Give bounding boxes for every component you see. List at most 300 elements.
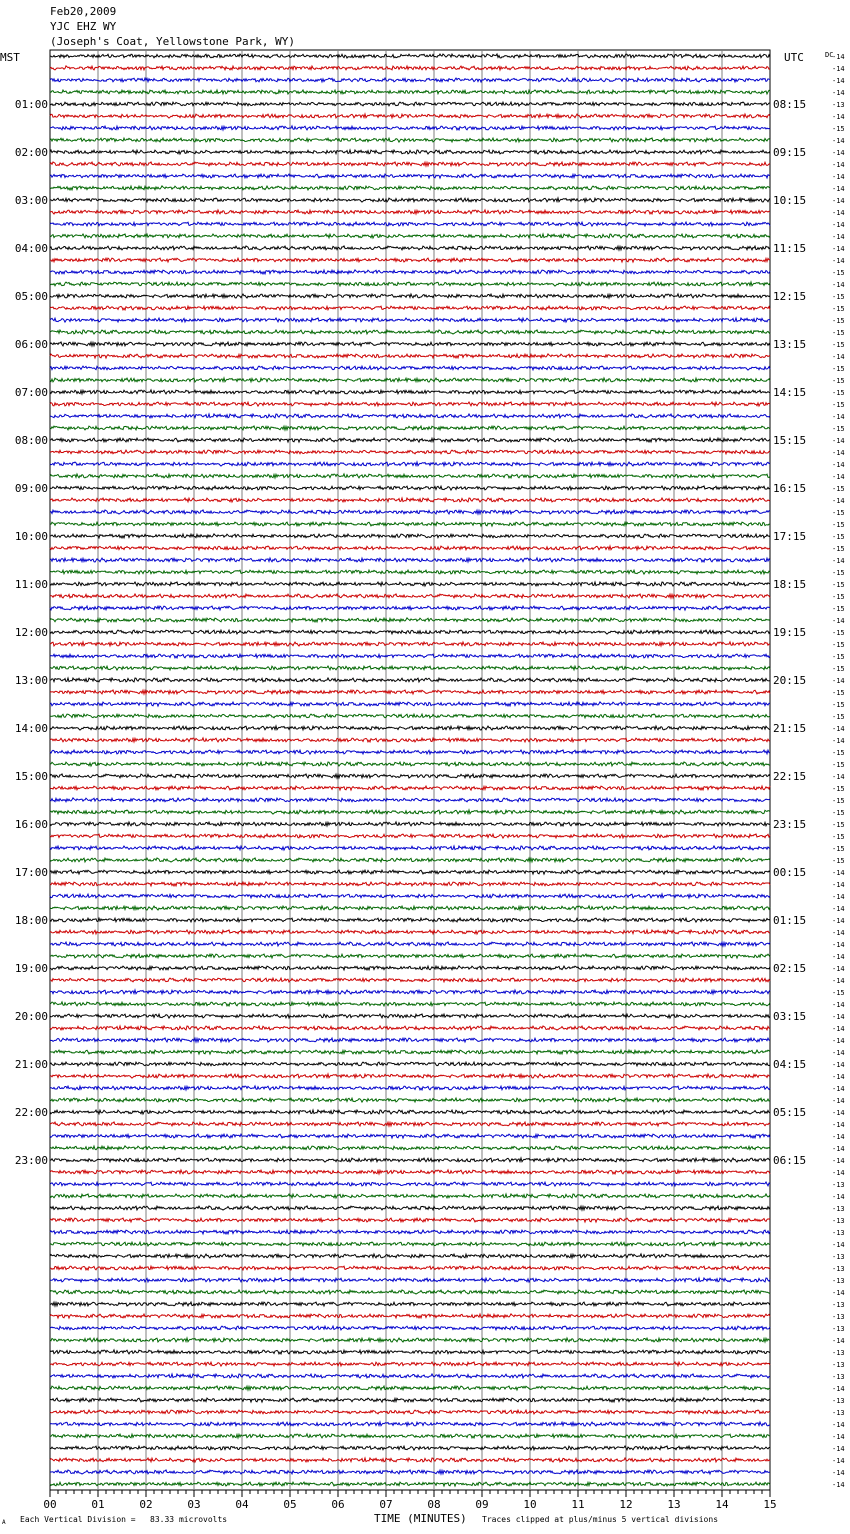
left-hour-label: 06:00	[14, 338, 48, 351]
dc-offset-label: -14	[832, 113, 845, 121]
trace-line	[50, 1398, 770, 1402]
dc-offset-label: -14	[832, 137, 845, 145]
dc-offset-label: -14	[832, 1049, 845, 1057]
right-hour-label: 19:15	[773, 626, 807, 639]
x-tick-label: 15	[763, 1498, 777, 1511]
x-axis-title: TIME (MINUTES)	[374, 1512, 467, 1525]
trace-line	[50, 54, 770, 58]
trace-line	[50, 1374, 770, 1378]
trace-line	[50, 1182, 770, 1186]
dc-offset-label: -14	[832, 929, 845, 937]
dc-offset-label: -14	[832, 1133, 845, 1141]
trace-line	[50, 702, 770, 706]
trace-line	[50, 102, 770, 106]
dc-offset-label: -15	[832, 425, 845, 433]
dc-offset-label: -13	[832, 101, 845, 109]
dc-offset-label: -13	[832, 1373, 845, 1381]
right-hour-label: 18:15	[773, 578, 807, 591]
right-hour-label: 22:15	[773, 770, 807, 783]
scale-note: Each Vertical Division = 83.33 microvolts	[20, 1515, 228, 1524]
dc-offset-label: -14	[832, 1445, 845, 1453]
left-hour-label: 17:00	[14, 866, 48, 879]
dc-offset-label: -14	[832, 233, 845, 241]
x-tick-label: 02	[139, 1498, 153, 1511]
right-hour-label: 00:15	[773, 866, 807, 879]
trace-line	[50, 630, 770, 634]
left-hour-label: 19:00	[14, 962, 48, 975]
dc-offset-label: -15	[832, 833, 845, 841]
right-hour-label: 02:15	[773, 962, 807, 975]
trace-line	[50, 1290, 770, 1294]
trace-line	[50, 1302, 770, 1306]
dc-offset-label: -15	[832, 401, 845, 409]
dc-offset-label: -15	[832, 365, 845, 373]
dc-offset-label: -15	[832, 125, 845, 133]
dc-offset-label: -14	[832, 965, 845, 973]
right-hour-label: 04:15	[773, 1058, 807, 1071]
left-hour-label: 07:00	[14, 386, 48, 399]
trace-line	[50, 1338, 770, 1342]
dc-offset-label: -14	[832, 1157, 845, 1165]
right-hour-label: 01:15	[773, 914, 807, 927]
dc-offset-label: -14	[832, 1193, 845, 1201]
scale-marker: A	[2, 1519, 6, 1526]
dc-offset-label: -14	[832, 1025, 845, 1033]
trace-line	[50, 1206, 770, 1210]
trace-line	[50, 1470, 770, 1474]
x-tick-label: 01	[91, 1498, 105, 1511]
trace-line	[50, 150, 770, 154]
trace-line	[50, 486, 770, 490]
trace-line	[50, 1110, 770, 1114]
left-hour-label: 23:00	[14, 1154, 48, 1167]
trace-line	[50, 174, 770, 178]
dc-offset-label: -13	[832, 1313, 845, 1321]
trace-line	[50, 1062, 770, 1066]
dc-offset-label: -15	[832, 821, 845, 829]
dc-offset-label: -15	[832, 317, 845, 325]
trace-line	[50, 534, 770, 538]
trace-line	[50, 1422, 770, 1426]
dc-offset-label: -13	[832, 1217, 845, 1225]
trace-line	[50, 378, 770, 382]
trace-line	[50, 606, 770, 610]
trace-line	[50, 966, 770, 970]
dc-offset-label: -15	[832, 341, 845, 349]
trace-line	[50, 318, 770, 322]
dc-offset-label: -14	[832, 1337, 845, 1345]
trace-line	[50, 330, 770, 334]
dc-offset-label: -15	[832, 329, 845, 337]
trace-line	[50, 558, 770, 562]
dc-offset-label: -15	[832, 605, 845, 613]
trace-line	[50, 1134, 770, 1138]
dc-offset-label: -15	[832, 749, 845, 757]
trace-line	[50, 90, 770, 94]
right-hour-label: 05:15	[773, 1106, 807, 1119]
dc-offset-label: -13	[832, 1205, 845, 1213]
trace-line	[50, 282, 770, 286]
dc-offset-label: -15	[832, 569, 845, 577]
dc-offset-label: -14	[832, 1037, 845, 1045]
left-hour-label: 21:00	[14, 1058, 48, 1071]
trace-line	[50, 1254, 770, 1258]
trace-line	[50, 906, 770, 910]
left-hour-label: 16:00	[14, 818, 48, 831]
dc-offset-label: -14	[832, 1109, 845, 1117]
plot-date: Feb20,2009	[50, 5, 117, 18]
x-tick-label: 07	[379, 1498, 393, 1511]
x-tick-label: 09	[475, 1498, 489, 1511]
trace-line	[50, 1278, 770, 1282]
dc-offset-label: -15	[832, 797, 845, 805]
trace-line	[50, 438, 770, 442]
right-hour-label: 10:15	[773, 194, 807, 207]
right-hour-label: 08:15	[773, 98, 807, 111]
left-hour-label: 09:00	[14, 482, 48, 495]
dc-offset-label: -14	[832, 1145, 845, 1153]
trace-line	[50, 834, 770, 838]
left-hour-label: 13:00	[14, 674, 48, 687]
trace-line	[50, 678, 770, 682]
left-hour-label: 12:00	[14, 626, 48, 639]
trace-line	[50, 690, 770, 694]
dc-offset-label: -13	[832, 1253, 845, 1261]
trace-line	[50, 546, 770, 550]
trace-line	[50, 942, 770, 946]
right-hour-labels	[773, 98, 806, 1167]
trace-line	[50, 1170, 770, 1174]
trace-line	[50, 894, 770, 898]
dc-offset-label: -14	[832, 1169, 845, 1177]
trace-line	[50, 858, 770, 862]
trace-line	[50, 390, 770, 394]
dc-label: DC	[825, 51, 834, 59]
dc-offset-label: -14	[832, 161, 845, 169]
dc-offset-label: -15	[832, 845, 845, 853]
right-hour-label: 23:15	[773, 818, 807, 831]
trace-line	[50, 474, 770, 478]
dc-offset-label: -14	[832, 1121, 845, 1129]
dc-offset-label: -14	[832, 1085, 845, 1093]
dc-offset-label: -14	[832, 905, 845, 913]
clip-note: Traces clipped at plus/minus 5 vertical divisions	[482, 1515, 719, 1524]
trace-line	[50, 786, 770, 790]
left-hour-label: 11:00	[14, 578, 48, 591]
trace-line	[50, 246, 770, 250]
dc-offset-label: -15	[832, 389, 845, 397]
trace-line	[50, 1446, 770, 1450]
x-tick-label: 06	[331, 1498, 345, 1511]
dc-offset-label: -13	[832, 1409, 845, 1417]
right-hour-label: 17:15	[773, 530, 807, 543]
dc-offset-label: -14	[832, 677, 845, 685]
dc-offset-label: -15	[832, 293, 845, 301]
x-tick-label: 11	[571, 1498, 585, 1511]
right-hour-label: 20:15	[773, 674, 807, 687]
right-hour-label: 03:15	[773, 1010, 807, 1023]
trace-line	[50, 1098, 770, 1102]
trace-line	[50, 1014, 770, 1018]
trace-line	[50, 1326, 770, 1330]
dc-offset-label: -15	[832, 989, 845, 997]
dc-offset-label: -14	[832, 881, 845, 889]
trace-line	[50, 306, 770, 310]
trace-line	[50, 930, 770, 934]
trace-line	[50, 1194, 770, 1198]
trace-line	[50, 726, 770, 730]
trace-line	[50, 462, 770, 466]
dc-offset-label: -14	[832, 773, 845, 781]
dc-offset-label: -14	[832, 1289, 845, 1297]
right-hour-label: 09:15	[773, 146, 807, 159]
dc-offset-label: -14	[832, 869, 845, 877]
left-timezone-label: MST	[0, 51, 20, 64]
dc-offset-label: -14	[832, 1421, 845, 1429]
dc-offset-label: -14	[832, 77, 845, 85]
trace-line	[50, 402, 770, 406]
left-hour-label: 22:00	[14, 1106, 48, 1119]
x-axis	[43, 1490, 776, 1511]
x-tick-label: 08	[427, 1498, 441, 1511]
trace-line	[50, 1350, 770, 1354]
trace-line	[50, 1050, 770, 1054]
trace-line	[50, 954, 770, 958]
x-tick-label: 13	[667, 1498, 681, 1511]
dc-offset-label: -15	[832, 545, 845, 553]
dc-offset-label: -14	[832, 557, 845, 565]
trace-line	[50, 582, 770, 586]
station-location: (Joseph's Coat, Yellowstone Park, WY)	[50, 35, 296, 48]
left-hour-label: 04:00	[14, 242, 48, 255]
x-tick-label: 03	[187, 1498, 201, 1511]
trace-line	[50, 1314, 770, 1318]
dc-offset-label: -13	[832, 1349, 845, 1357]
right-hour-label: 12:15	[773, 290, 807, 303]
dc-offset-label: -15	[832, 641, 845, 649]
dc-offset-label: -14	[832, 953, 845, 961]
dc-offset-label: -14	[832, 257, 845, 265]
dc-offset-label: -13	[832, 1181, 845, 1189]
dc-offset-label: -14	[832, 209, 845, 217]
dc-offset-label: -15	[832, 581, 845, 589]
trace-line	[50, 198, 770, 202]
dc-offset-label: -14	[832, 497, 845, 505]
trace-line	[50, 1386, 770, 1390]
dc-offset-label: -14	[832, 617, 845, 625]
dc-offset-label: -15	[832, 629, 845, 637]
trace-line	[50, 78, 770, 82]
dc-offset-label: -14	[832, 197, 845, 205]
dc-offset-label: -14	[832, 281, 845, 289]
right-hour-label: 06:15	[773, 1154, 807, 1167]
trace-line	[50, 1074, 770, 1078]
trace-line	[50, 1146, 770, 1150]
dc-offset-label: -14	[832, 1469, 845, 1477]
trace-line	[50, 594, 770, 598]
trace-line	[50, 870, 770, 874]
dc-offset-label: -14	[832, 1001, 845, 1009]
trace-line	[50, 642, 770, 646]
dc-offset-label: -15	[832, 809, 845, 817]
dc-offset-label: -15	[832, 593, 845, 601]
trace-line	[50, 738, 770, 742]
right-hour-label: 16:15	[773, 482, 807, 495]
trace-line	[50, 1086, 770, 1090]
dc-offset-label: -15	[832, 665, 845, 673]
trace-line	[50, 522, 770, 526]
x-tick-label: 05	[283, 1498, 297, 1511]
trace-line	[50, 450, 770, 454]
trace-line	[50, 1458, 770, 1462]
trace-line	[50, 258, 770, 262]
left-hour-label: 10:00	[14, 530, 48, 543]
dc-offset-label: -13	[832, 1277, 845, 1285]
x-tick-label: 04	[235, 1498, 249, 1511]
dc-offset-label: -15	[832, 785, 845, 793]
station-code: YJC EHZ WY	[50, 20, 117, 33]
dc-offset-label: -14	[832, 977, 845, 985]
trace-line	[50, 1434, 770, 1438]
trace-line	[50, 498, 770, 502]
dc-offset-label: -14	[832, 893, 845, 901]
trace-line	[50, 1038, 770, 1042]
dc-offset-label: -14	[832, 353, 845, 361]
trace-line	[50, 1242, 770, 1246]
dc-offset-label: -13	[832, 1301, 845, 1309]
dc-offset-label: -14	[832, 89, 845, 97]
trace-line	[50, 114, 770, 118]
dc-offset-label: -14	[832, 1433, 845, 1441]
dc-offset-label: -14	[832, 1061, 845, 1069]
trace-line	[50, 234, 770, 238]
dc-offset-label: -14	[832, 437, 845, 445]
trace-line	[50, 846, 770, 850]
left-hour-label: 03:00	[14, 194, 48, 207]
trace-line	[50, 138, 770, 142]
trace-line	[50, 978, 770, 982]
trace-line	[50, 714, 770, 718]
dc-offset-label: -15	[832, 485, 845, 493]
left-hour-label: 18:00	[14, 914, 48, 927]
dc-offset-label: -14	[832, 221, 845, 229]
trace-line	[50, 186, 770, 190]
dc-offset-label: -15	[832, 521, 845, 529]
dc-offset-label: -13	[832, 1397, 845, 1405]
trace-line	[50, 510, 770, 514]
trace-line	[50, 294, 770, 298]
helicorder-traces	[50, 54, 770, 1486]
trace-line	[50, 666, 770, 670]
right-hour-label: 21:15	[773, 722, 807, 735]
dc-offset-label: -15	[832, 269, 845, 277]
trace-line	[50, 162, 770, 166]
dc-offset-label: -14	[832, 725, 845, 733]
trace-line	[50, 798, 770, 802]
dc-offset-label: -14	[832, 1073, 845, 1081]
dc-offset-label: -15	[832, 653, 845, 661]
dc-offset-label: -14	[832, 941, 845, 949]
plot-frame	[50, 50, 770, 1490]
dc-offset-label: -13	[832, 1325, 845, 1333]
left-hour-label: 15:00	[14, 770, 48, 783]
x-tick-label: 00	[43, 1498, 57, 1511]
right-hour-label: 11:15	[773, 242, 807, 255]
trace-line	[50, 1410, 770, 1414]
trace-line	[50, 822, 770, 826]
trace-line	[50, 1230, 770, 1234]
trace-line	[50, 750, 770, 754]
left-hour-label: 14:00	[14, 722, 48, 735]
dc-offset-label: -13	[832, 1265, 845, 1273]
left-hour-labels	[15, 98, 48, 1167]
trace-line	[50, 918, 770, 922]
trace-line	[50, 1266, 770, 1270]
dc-offset-label: -14	[832, 65, 845, 73]
left-hour-label: 20:00	[14, 1010, 48, 1023]
dc-offset-label: -15	[832, 509, 845, 517]
dc-offset-label: -15	[832, 689, 845, 697]
dc-offset-label: -14	[832, 1013, 845, 1021]
dc-offset-labels	[832, 53, 845, 1489]
dc-offset-label: -14	[832, 245, 845, 253]
trace-line	[50, 654, 770, 658]
trace-line	[50, 774, 770, 778]
right-hour-label: 13:15	[773, 338, 807, 351]
dc-offset-label: -15	[832, 857, 845, 865]
dc-offset-label: -14	[832, 461, 845, 469]
trace-line	[50, 570, 770, 574]
x-tick-label: 12	[619, 1498, 633, 1511]
trace-line	[50, 210, 770, 214]
trace-line	[50, 990, 770, 994]
dc-offset-label: -15	[832, 305, 845, 313]
dc-offset-label: -14	[832, 1241, 845, 1249]
trace-line	[50, 882, 770, 886]
dc-offset-label: -14	[832, 473, 845, 481]
trace-line	[50, 1122, 770, 1126]
right-hour-label: 14:15	[773, 386, 807, 399]
dc-offset-label: -15	[832, 761, 845, 769]
trace-line	[50, 762, 770, 766]
trace-line	[50, 1158, 770, 1162]
trace-line	[50, 222, 770, 226]
dc-offset-label: -14	[832, 413, 845, 421]
dc-offset-label: -13	[832, 1361, 845, 1369]
trace-line	[50, 1362, 770, 1366]
right-timezone-label: UTC	[784, 51, 804, 64]
dc-offset-label: -14	[832, 917, 845, 925]
minute-gridlines	[98, 50, 722, 1490]
left-hour-label: 05:00	[14, 290, 48, 303]
dc-offset-label: -14	[832, 185, 845, 193]
x-tick-label: 14	[715, 1498, 729, 1511]
trace-line	[50, 342, 770, 346]
dc-offset-label: -15	[832, 377, 845, 385]
trace-line	[50, 414, 770, 418]
right-hour-label: 15:15	[773, 434, 807, 447]
x-tick-label: 10	[523, 1498, 537, 1511]
trace-line	[50, 810, 770, 814]
dc-offset-label: -14	[832, 149, 845, 157]
dc-offset-label: -14	[832, 449, 845, 457]
trace-line	[50, 1482, 770, 1486]
dc-offset-label: -15	[832, 713, 845, 721]
dc-offset-label: -15	[832, 533, 845, 541]
trace-line	[50, 66, 770, 70]
dc-offset-label: -14	[832, 1481, 845, 1489]
dc-offset-label: -14	[832, 173, 845, 181]
